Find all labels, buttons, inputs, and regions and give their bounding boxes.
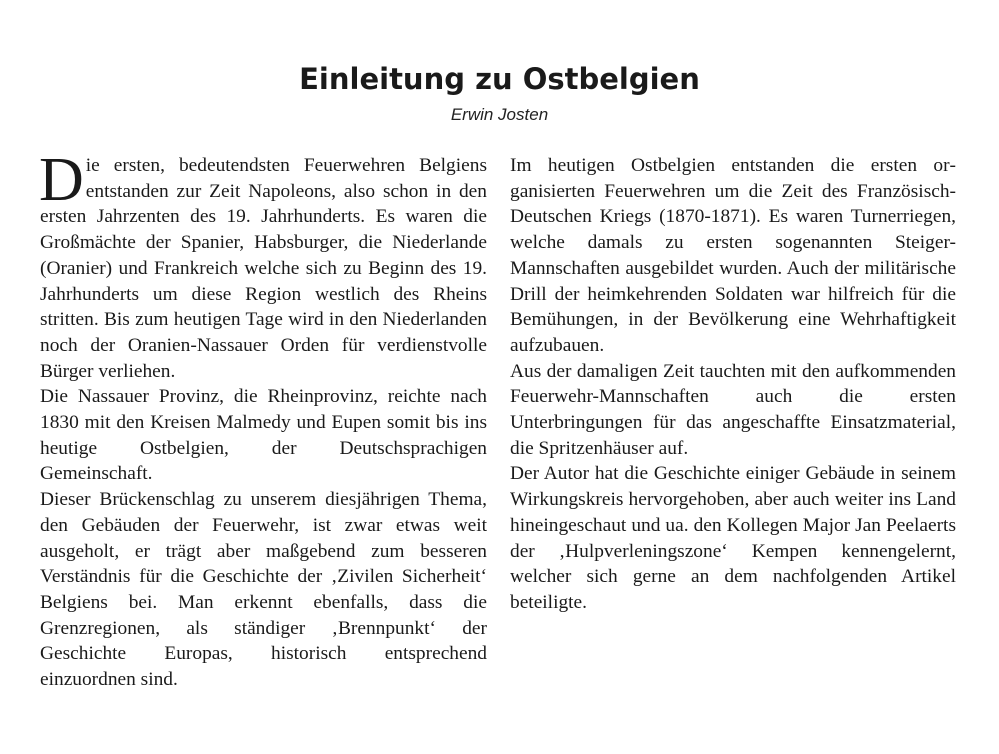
paragraph-intro-text: ie ersten, bedeutendsten Feuerwehren Belgiens entstanden zur Zeit Napoleons, also schon in den ersten Jahrzenten des 19. Jahrhunderts. Es waren die Großmächte der Spanier, Habsburger, die Niederlande (Oranier) und Frankreich welche sich zu Beginn des 19. Jahrhunderts um diese Region westlich des Rheins stritten. Bis zum heutigen Tage wird in den Niederlanden noch der Oranien-Nassauer Orden für verdienstvolle Bürger verliehen.: [40, 155, 487, 382]
paragraph-intro: [39, 146, 487, 384]
right-text-column: [510, 153, 956, 616]
paragraph-ostbelgien: Im heutigen Ostbelgien entstanden die ersten organisierten Feuerwehren um die Zeit des Französisch-Deutschen Kriegs (1870-1871). Es waren Turnerriegen, welche damals zu ersten sogenannten Steiger-Mannschaften ausgebildet wurden. Auch der militärische Drill der heimkehrenden Soldaten war hilfreich für die Bemühungen, in der Bevölkerung eine Wehrhaftigkeit aufzubauen.: [510, 155, 956, 356]
paragraph-spritzenhaeuser: Aus der damaligen Zeit tauchten mit den aufkommenden Feuerwehr-Mannschaften auch die ersten Unterbringungen für das angeschaffte Einsatzmaterial, die Spritzenhäuser auf.: [510, 360, 956, 459]
left-text-column: [39, 146, 487, 693]
paragraph-nassau: Die Nassauer Provinz, die Rheinprovinz, reichte nach 1830 mit den Kreisen Malmedy und Eupen somit bis ins heutige Ostbelgien, der Deutschsprachigen Gemeinschaft.: [40, 386, 487, 485]
paragraph-bridge: Dieser Brückenschlag zu unserem diesjährigen Thema, den Gebäuden der Feuerwehr, ist zwar etwas weit ausgeholt, er trägt aber maßgebend zum besseren Verständnis für die Geschichte der ‚Zivilen Sicherheit‘ Belgiens bei. Man erkennt ebenfalls, dass die Grenzregionen, als ständiger ‚Brennpunkt‘ der Geschichte Europas, historisch entsprechend einzuordnen sind.: [40, 489, 487, 691]
page-title: Einleitung zu Ostbelgien: [299, 62, 700, 97]
drop-cap: D: [39, 146, 84, 214]
author-name: Erwin Josten: [450, 105, 549, 124]
paragraph-author-note: Der Autor hat die Geschichte einiger Gebäude in seinem Wirkungskreis hervorgehoben, aber auch weiter ins Land hineingeschaut und ua. den Kollegen Major Jan Peelaerts der ‚Hulpverleningszone‘ Kempen kennengelernt, welcher sich gerne an dem nachfolgenden Artikel beteiligte.: [510, 463, 956, 613]
